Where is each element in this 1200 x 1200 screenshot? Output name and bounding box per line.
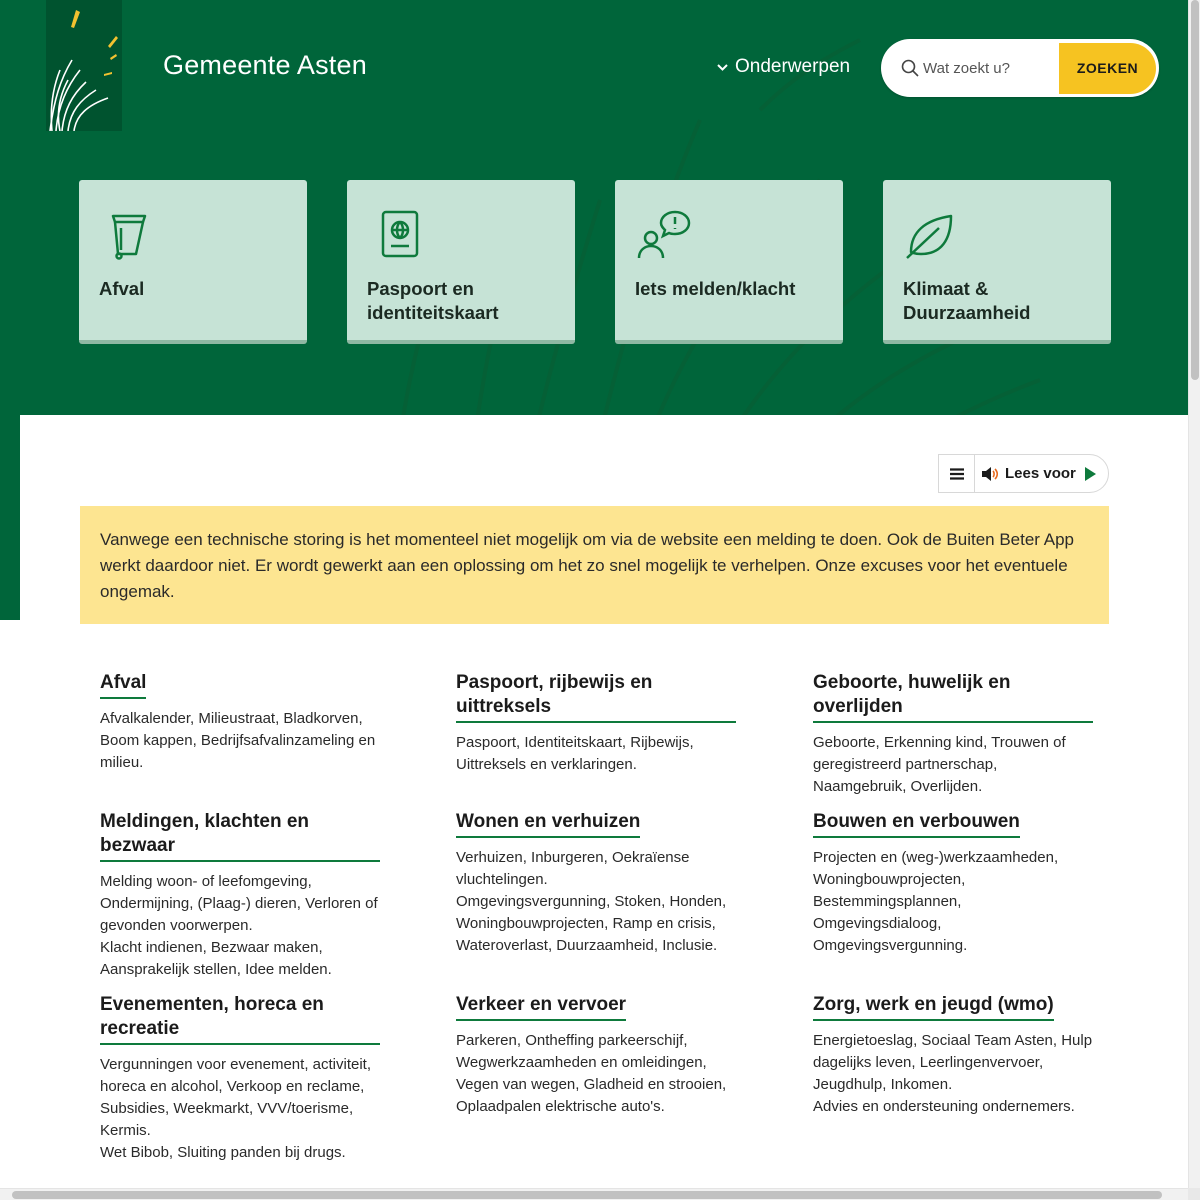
topic-description: Vergunningen voor evenement, activiteit, horeca en alcohol, Verkoop en reclame, Subsidies, Weekmarkt, VVV/toerisme, Kermis. Wet Bibob, Sluiting panden bij drugs. [100,1056,372,1161]
topic-card [100,993,380,1164]
municipality-logo[interactable] [46,0,122,131]
reed-logo-icon [46,0,122,131]
topic-card [813,993,1093,1118]
outage-notice: Vanwege een technische storing is het momenteel niet mogelijk om via de website een melding te doen. Ook de Buiten Beter App werkt daardoor niet. Er wordt gewerkt aan een oplossing om het zo snel mogelijk te verhelpen. Onze excuses voor het eventuele ongemak. [80,506,1109,624]
nav-topics-label: Onderwerpen [735,56,851,77]
topic-description: Afvalkalender, Milieustraat, Bladkorven, Boom kappen, Bedrijfsafvalinzameling en milieu. [100,710,376,771]
tile-label: Klimaat & Duurzaamheid [903,278,1031,323]
scrollbar-thumb[interactable] [12,1191,1162,1199]
topic-description: Parkeren, Ontheffing parkeerschijf, Wegwerkzaamheden en omleidingen, Vegen van wegen, Gladheid en strooien, Oplaadpalen elektrische auto's. [456,1032,727,1115]
topic-title-link[interactable]: Verkeer en vervoer [456,993,626,1021]
tile-label: Paspoort en identiteitskaart [367,278,499,323]
chevron-down-icon [716,62,729,72]
play-icon[interactable] [1085,467,1096,481]
main-content [20,415,1188,1200]
hamburger-icon [950,468,964,480]
search-input[interactable] [923,60,1055,77]
horizontal-scrollbar[interactable] [0,1188,1188,1200]
trash-bin-icon [99,210,155,266]
topic-card [100,671,380,774]
tile-paspoort[interactable] [347,180,575,344]
quick-tiles [79,180,1111,344]
readspeaker-label: Lees voor [1005,465,1076,482]
topic-title-link[interactable]: Wonen en verhuizen [456,810,640,838]
tile-klimaat[interactable] [883,180,1111,344]
tile-label: Iets melden/klacht [635,278,796,299]
topic-title-link[interactable]: Geboorte, huwelijk en overlijden [813,671,1093,723]
readspeaker-button[interactable] [975,465,1076,482]
readspeaker-menu-button[interactable] [939,455,975,492]
scrollbar-corner [1188,1188,1200,1200]
topic-description: Verhuizen, Inburgeren, Oekraïense vluchtelingen. Omgevingsvergunning, Stoken, Honden, Woningbouwprojecten, Ramp en crisis, Wateroverlast, Duurzaamheid, Inclusie. [456,849,727,954]
topic-card [456,671,736,776]
topic-title-link[interactable]: Zorg, werk en jeugd (wmo) [813,993,1054,1021]
nav-topics-menu[interactable] [716,56,850,78]
tile-afval[interactable] [79,180,307,344]
topic-description: Melding woon- of leefomgeving, Ondermijning, (Plaag-) dieren, Verloren of gevonden voorwerpen. Klacht indienen, Bezwaar maken, Aansprakelijk stellen, Idee melden. [100,873,378,978]
site-name[interactable]: Gemeente Asten [163,50,367,80]
speaker-icon [981,466,999,482]
tile-label: Afval [99,278,145,299]
scrollbar-thumb[interactable] [1191,0,1199,380]
passport-icon [367,210,423,266]
readspeaker-bar [938,454,1109,493]
search-icon [901,59,919,77]
topic-title-link[interactable]: Bouwen en verbouwen [813,810,1020,838]
topic-card [456,993,736,1118]
tile-melden[interactable] [615,180,843,344]
topic-card [456,810,736,957]
topic-card [813,810,1093,957]
search-button[interactable]: ZOEKEN [1059,43,1156,94]
topic-title-link[interactable]: Meldingen, klachten en bezwaar [100,810,380,862]
topic-description: Paspoort, Identiteitskaart, Rijbewijs, Uittreksels en verklaringen. [456,734,694,773]
vertical-scrollbar[interactable] [1188,0,1200,1188]
topic-card [813,671,1093,798]
topic-title-link[interactable]: Afval [100,671,146,699]
topic-description: Geboorte, Erkenning kind, Trouwen of geregistreerd partnerschap, Naamgebruik, Overlijden. [813,734,1066,795]
topic-description: Projecten en (weg-)werkzaamheden, Woningbouwprojecten, Bestemmingsplannen, Omgevingsdialoog, Omgevingsvergunning. [813,849,1059,954]
leaf-icon [903,210,959,266]
topic-card [100,810,380,981]
topic-title-link[interactable]: Paspoort, rijbewijs en uittreksels [456,671,736,723]
search-box [881,39,1159,97]
person-report-icon [635,210,691,266]
topic-description: Energietoeslag, Sociaal Team Asten, Hulp dagelijks leven, Leerlingenvervoer, Jeugdhulp, Inkomen. Advies en ondersteuning ondernemers. [813,1032,1093,1115]
topic-title-link[interactable]: Evenementen, horeca en recreatie [100,993,380,1045]
